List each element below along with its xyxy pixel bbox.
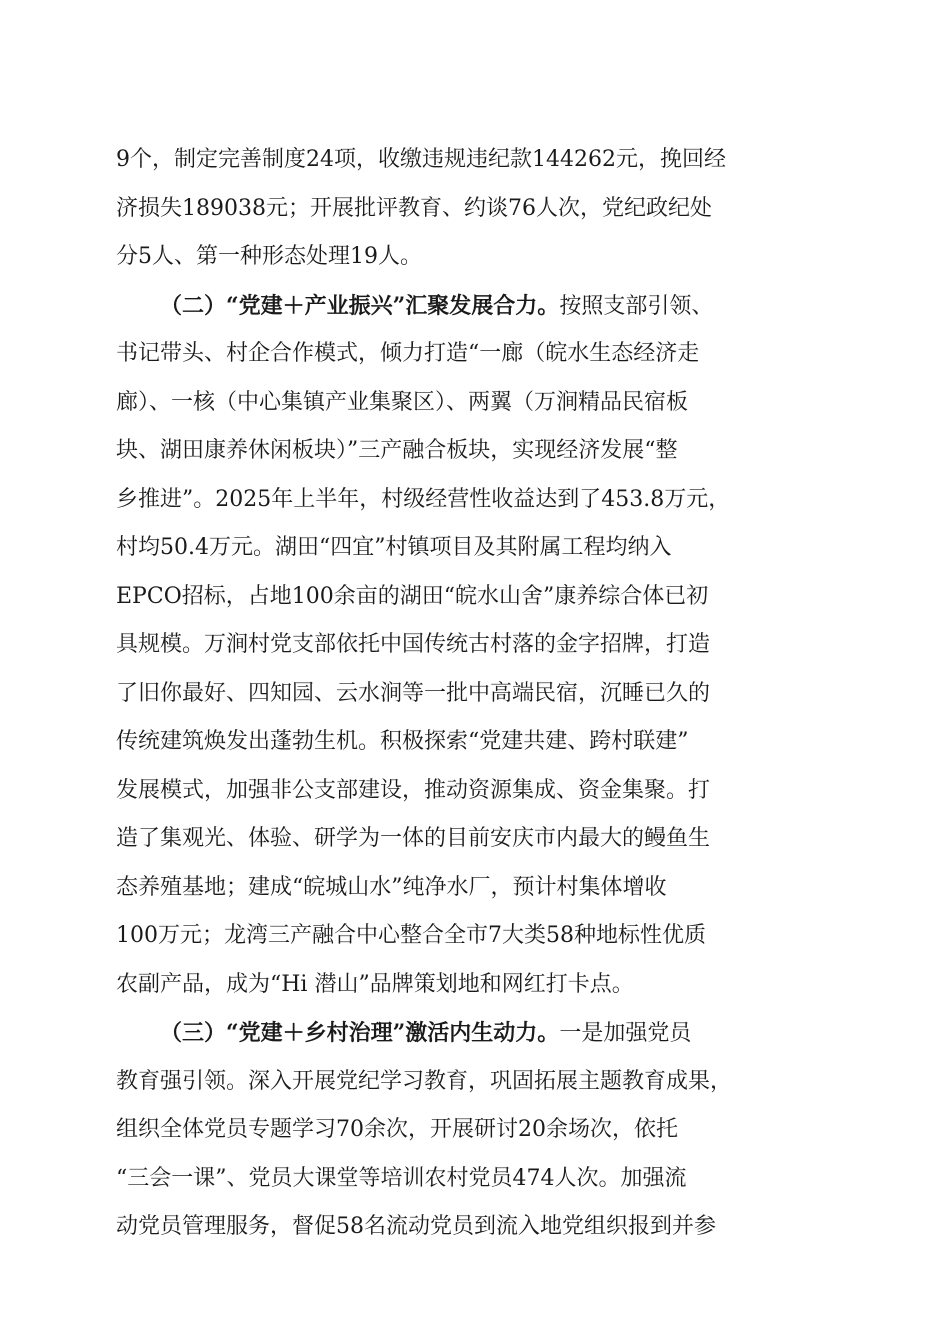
text-line: EPCO招标，占地100余亩的湖田“皖水山舍”康养综合体已初 <box>116 584 709 609</box>
text-line: 9个，制定完善制度24项，收缴违规违纪款144262元，挽回经 <box>116 147 726 172</box>
text-line: 分5人、第一种形态处理19人。 <box>116 244 422 269</box>
text-line: 乡推进”。2025年上半年，村级经营性收益达到了453.8万元， <box>116 487 731 512</box>
text-line: 组织全体党员专题学习70余次，开展研讨20余场次，依托 <box>116 1117 678 1142</box>
text-line: 了旧你最好、四知园、云水涧等一批中高端民宿，沉睡已久的 <box>116 681 711 706</box>
text-line: 动党员管理服务，督促58名流动党员到流入地党组织报到并参 <box>116 1214 716 1239</box>
text-run: 按照支部引领、 <box>559 294 714 319</box>
text-line: 村均50.4万元。湖田“四宜”村镇项目及其附属工程均纳入 <box>116 535 672 560</box>
text-line: 态养殖基地；建成“皖城山水”纯净水厂，预计村集体增收 <box>116 875 667 900</box>
text-line: 教育强引领。深入开展党纪学习教育，巩固拓展主题教育成果， <box>116 1069 733 1094</box>
text-line: 传统建筑焕发出蓬勃生机。积极探索“党建共建、跨村联建” <box>116 729 689 754</box>
text-line: 发展模式，加强非公支部建设，推动资源集成、资金集聚。打 <box>116 778 711 803</box>
section-heading-line <box>160 287 836 325</box>
text-line: 块、湖田康养休闲板块）”三产融合板块，实现经济发展“整 <box>116 438 678 463</box>
text-line: 100万元；龙湾三产融合中心整合全市7大类58种地标性优质 <box>116 923 706 948</box>
text-line: 造了集观光、体验、研学为一体的目前安庆市内最大的鳗鱼生 <box>116 826 711 851</box>
text-run: 一是加强党员 <box>559 1021 692 1046</box>
text-line: 书记带头、村企合作模式，倾力打造“一廊（皖水生态经济走 <box>116 341 700 366</box>
text-line: 济损失189038元；开展批评教育、约谈76人次，党纪政纪处 <box>116 196 712 221</box>
text-line: “三会一课”、党员大课堂等培训农村党员474人次。加强流 <box>116 1166 687 1191</box>
text-line: 廊）、一核（中心集镇产业集聚区）、两翼（万涧精品民宿板 <box>116 390 689 415</box>
section-heading-3: （三）“党建＋乡村治理”激活内生动力。 <box>160 1020 560 1046</box>
text-line: 农副产品，成为“Hi 潜山”品牌策划地和网红打卡点。 <box>116 972 634 997</box>
section-heading-line <box>160 1014 836 1052</box>
section-heading-2: （二）“党建＋产业振兴”汇聚发展合力。 <box>160 293 560 319</box>
text-line: 具规模。万涧村党支部依托中国传统古村落的金字招牌，打造 <box>116 632 711 657</box>
